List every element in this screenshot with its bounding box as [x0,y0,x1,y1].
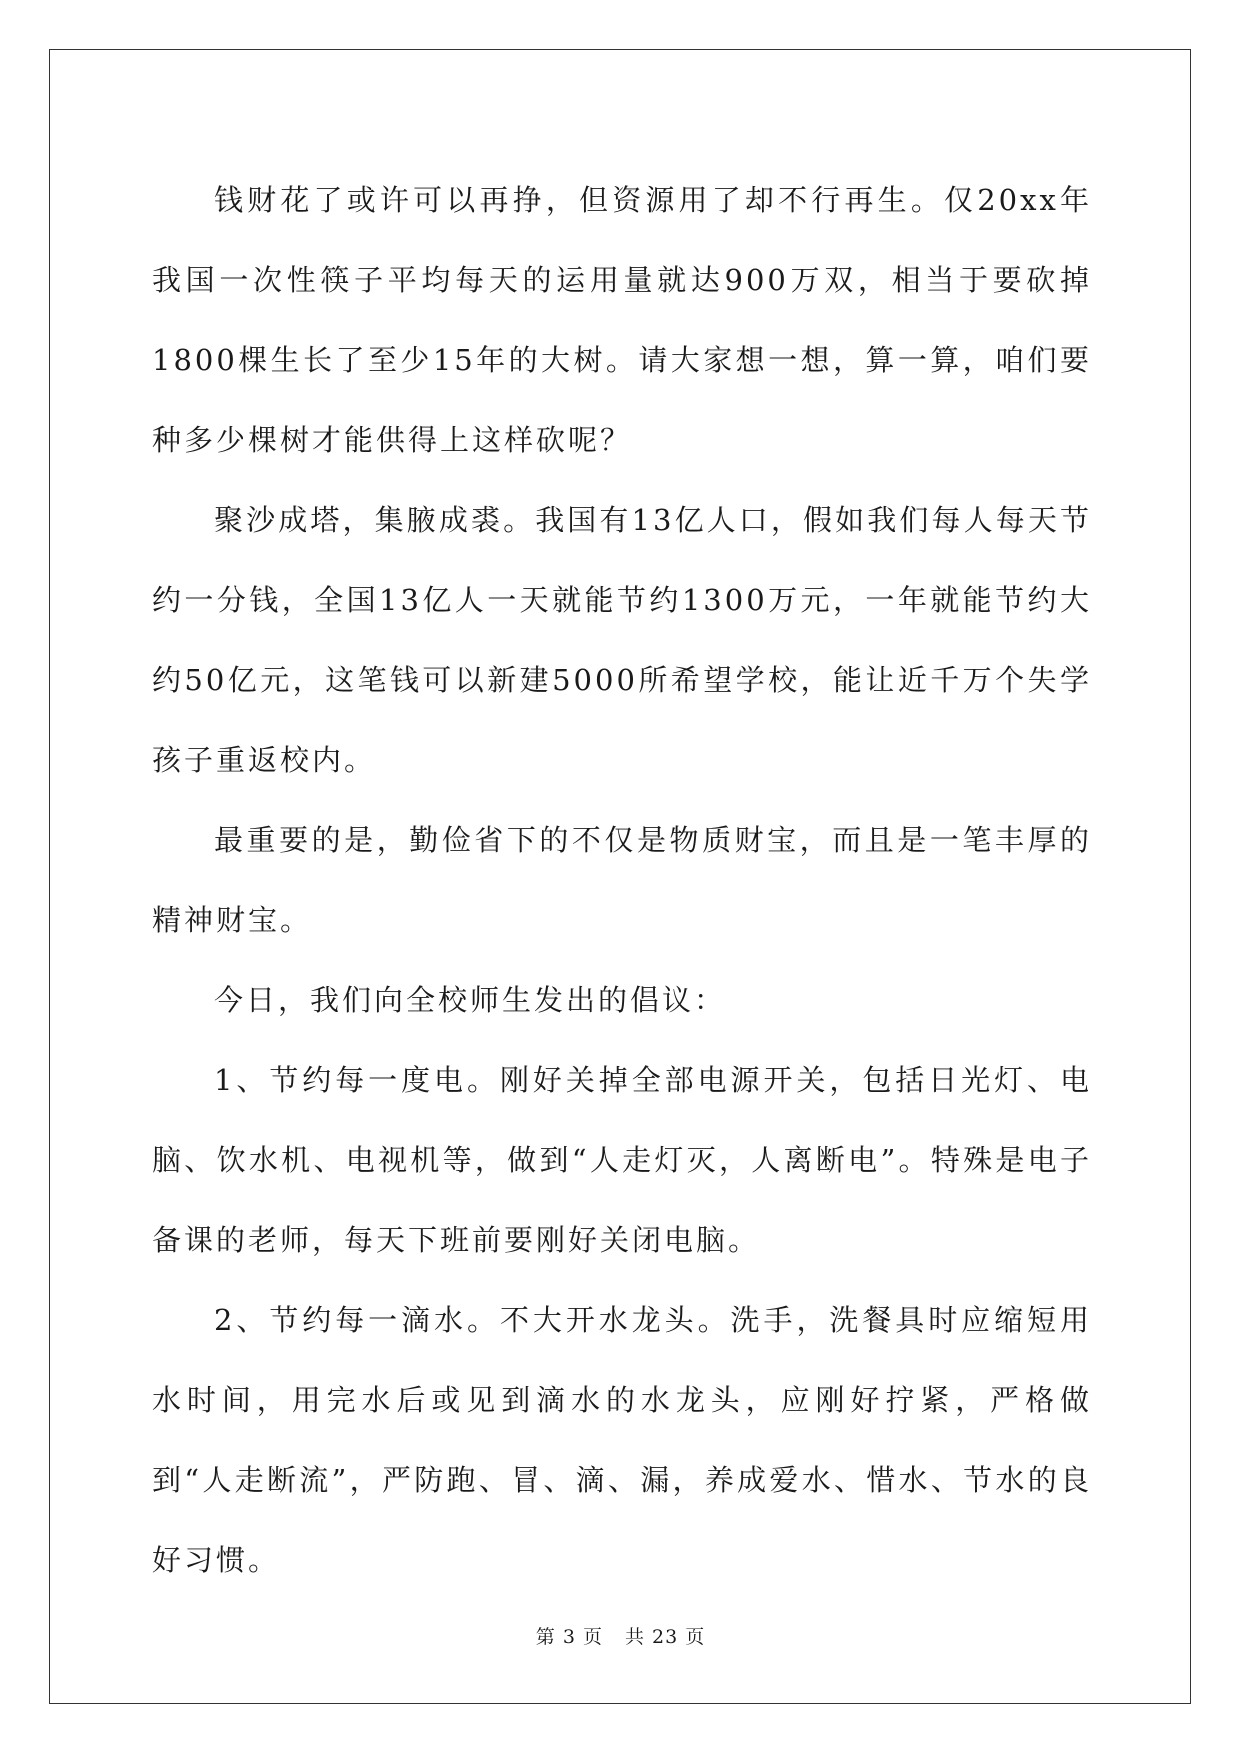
page-total: 共 23 页 [624,1626,706,1648]
paragraph-6: 2、节约每一滴水。不大开水龙头。洗手，洗餐具时应缩短用水时间，用完水后或见到滴水的水龙头，应刚好拧紧，严格做到“人走断流”，严防跑、冒、滴、漏，养成爱水、惜水、节水的良好习惯。 [152,1303,1092,1577]
paragraph-4: 今日，我们向全校师生发出的倡议： [214,983,727,1017]
paragraph-3: 最重要的是，勤俭省下的不仅是物质财宝，而且是一笔丰厚的精神财宝。 [152,823,1092,937]
document-body [152,160,1092,1600]
paragraph-1: 钱财花了或许可以再挣，但资源用了却不行再生。仅20xx年我国一次性筷子平均每天的运用量就达900万双，相当于要砍掉1800棵生长了至少15年的大树。请大家想一想，算一算，咱们要种多少棵树才能供得上这样砍呢？ [152,183,1092,457]
paragraph-5: 1、节约每一度电。刚好关掉全部电源开关，包括日光灯、电脑、饮水机、电视机等，做到“人走灯灭，人离断电”。特殊是电子备课的老师，每天下班前要刚好关闭电脑。 [152,1063,1092,1257]
paragraph-2: 聚沙成塔，集腋成裘。我国有13亿人口，假如我们每人每天节约一分钱，全国13亿人一天就能节约1300万元，一年就能节约大约50亿元，这笔钱可以新建5000所希望学校，能让近千万个失学孩子重返校内。 [152,503,1092,777]
page-number: 第 3 页 [535,1626,603,1648]
page-footer [0,1622,1241,1649]
